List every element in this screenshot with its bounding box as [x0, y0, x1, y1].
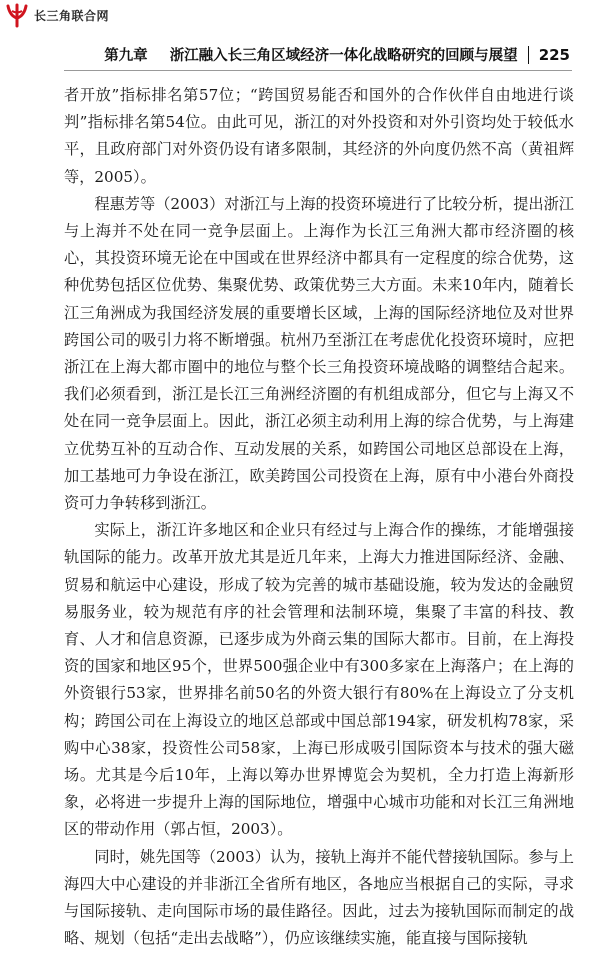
header-rule [64, 70, 572, 71]
paragraph: 实际上，浙江许多地区和企业只有经过与上海合作的操练，才能增强接轨国际的能力。改革开放尤其是近几年来，上海大力推进国际经济、金融、贸易和航运中心建设，形成了较为完善的城市基础设施，较为发达的金融贸易服务业，较为规范有序的社会管理和法制环境，集聚了丰富的科技、教育、人才和信息资源，已逐步成为外商云集的国际大都市。目前，在上海投资的国家和地区95个，世界500强企业中有300多家在上海落户；在上海的外资银行53家，世界排名前50名的外资大银行有80%在上海设立了分支机构；跨国公司在上海设立的地区总部或中国总部194家，研发机构78家，采购中心38家，投资性公司58家，上海已形成吸引国际资本与技术的强大磁场。尤其是今后10年，上海以筹办世界博览会为契机，全力打造上海新形象，必将进一步提升上海的国际地位，增强中心城市功能和对长江三角洲地区的带动作用（郭占恒，2003）。 [64, 521, 574, 839]
paragraph: 同时，姚先国等（2003）认为，接轨上海并不能代替接轨国际。参与上海四大中心建设的并非浙江全省所有地区，各地应当根据自己的实际，寻求与国际接轨、走向国际市场的最佳路径。因此，过去为接轨国际而制定的战略、规划（包括“走出去战略”），仍应该继续实施，能直接与国际接轨 [64, 847, 574, 948]
paragraph: 者开放”指标排名第57位；“跨国贸易能否和国外的合作伙伴自由地进行谈判”指标排名第54位。由此可见，浙江的对外投资和对外引资均处于较低水平，且政府部门对外资仍设有诸多限制，其经济的外向度仍然不高（黄祖辉等，2005）。 [64, 86, 574, 186]
page-number: 225 [538, 45, 570, 64]
running-header [104, 44, 570, 65]
header-separator [528, 46, 529, 64]
chapter-title: 浙江融入长三角区域经济一体化战略研究的回顾与展望 [169, 48, 518, 64]
paragraph: 程惠芳等（2003）对浙江与上海的投资环境进行了比较分析，提出浙江与上海并不处在同一竞争层面上。上海作为长江三角洲大都市经济圈的核心，其投资环境无论在中国或在世界经济中都具有一定程度的综合优势，这种优势包括区位优势、集聚优势、政策优势三大方面。未来10年内，随着长江三角洲成为我国经济发展的重要增长区域，上海的国际经济地位及对世界跨国公司的吸引力将不断增强。杭州乃至浙江在考虑优化投资环境时，应把浙江在上海大都市圈中的地位与整个长三角投资环境战略的调整结合起来。我们必须看到，浙江是长江三角洲经济圈的有机组成部分，但它与上海又不处在同一竞争层面上。因此，浙江必须主动利用上海的综合优势，与上海建立优势互补的互动合作、互动发展的关系，如跨国公司地区总部设在上海，加工基地可力争设在浙江，欧美跨国公司投资在上海，原有中小港台外商投资可力争转移到浙江。 [64, 194, 574, 513]
chapter-label: 第九章 [104, 48, 148, 64]
logo-text: 长三角联合网 [34, 8, 110, 23]
site-logo [4, 2, 109, 28]
logo-icon [4, 2, 30, 28]
body-text [64, 82, 574, 953]
